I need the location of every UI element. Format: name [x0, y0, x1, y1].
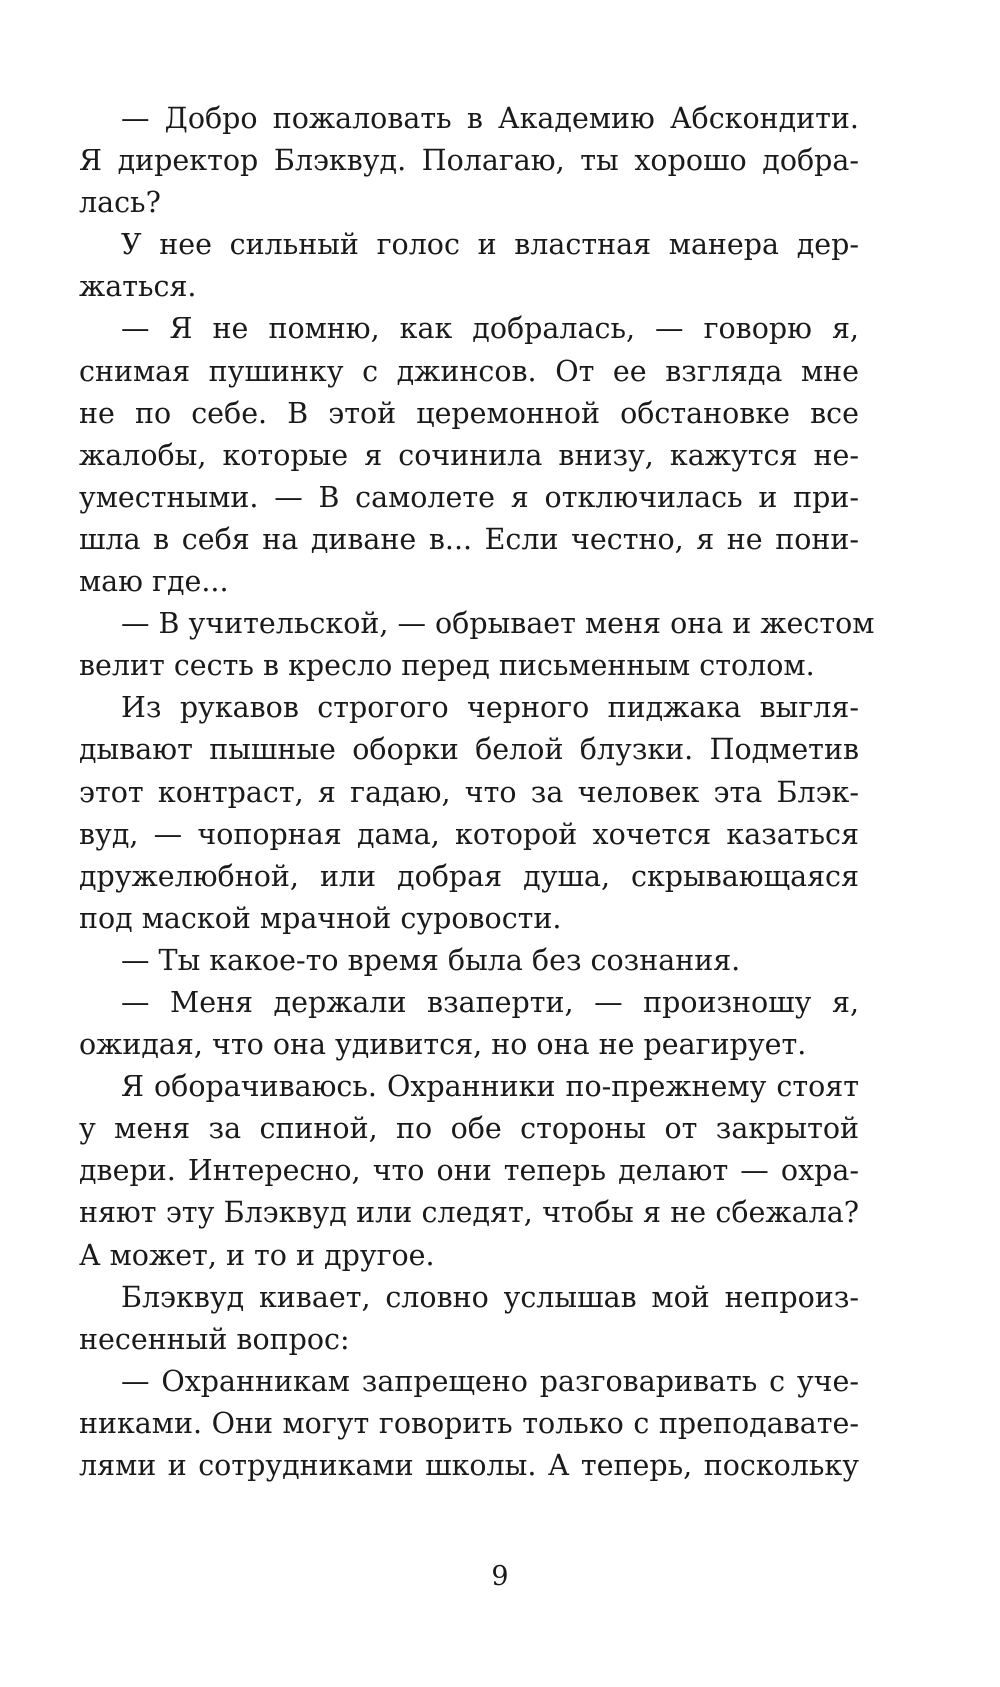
text-line: Я оборачиваюсь. Охранники по-прежнему стоят — [121, 1070, 859, 1104]
paragraph — [79, 687, 859, 940]
text-line: жаться. — [79, 270, 197, 304]
text-line: несенный вопрос: — [79, 1322, 350, 1356]
text-line: снимая пушинку с джинсов. От ее взгляда мне — [79, 354, 859, 388]
text-line: А может, и то и другое. — [79, 1238, 435, 1272]
text-line: ожидая, что она удивится, но она не реагирует. — [79, 1028, 807, 1062]
text-line: вуд, — чопорная дама, которой хочется казаться — [79, 817, 859, 851]
paragraph — [79, 982, 859, 1066]
text-line: шла в себя на диване в... Если честно, я не пони- — [79, 522, 859, 556]
paragraph — [79, 1066, 859, 1276]
text-line: — Ты какое-то время была без сознания. — [121, 943, 741, 977]
paragraph — [79, 98, 859, 224]
paragraph — [79, 308, 859, 603]
text-line: Из рукавов строгого черного пиджака выгля- — [121, 691, 859, 725]
text-line: дывают пышные оборки белой блузки. Подметив — [79, 733, 859, 767]
text-line: Блэквуд кивает, словно услышав мой непроиз- — [121, 1280, 859, 1314]
text-line: дружелюбной, или добрая душа, скрывающаяся — [79, 859, 859, 893]
text-line: под маской мрачной суровости. — [79, 901, 562, 935]
text-line: няют эту Блэквуд или следят, чтобы я не сбежала? — [79, 1196, 859, 1230]
text-line: — В учительской, — обрывает меня она и жестом — [121, 607, 875, 641]
text-line: — Меня держали взаперти, — произношу я, — [121, 985, 859, 1019]
text-line: Я директор Блэквуд. Полагаю, ты хорошо добра- — [79, 144, 859, 178]
text-line: этот контраст, я гадаю, что за человек эта Блэк- — [79, 775, 859, 809]
text-line: уместными. — В самолете я отключилась и при- — [79, 480, 859, 514]
body-text — [79, 98, 875, 1487]
text-line: никами. Они могут говорить только с преподавате- — [79, 1406, 859, 1440]
text-line: — Добро пожаловать в Академию Абскондити. — [121, 102, 859, 135]
text-line: не по себе. В этой церемонной обстановке все — [79, 396, 859, 430]
text-line: велит сесть в кресло перед письменным столом. — [79, 649, 815, 683]
paragraph — [79, 603, 875, 687]
text-line: — Охранникам запрещено разговаривать с уче- — [121, 1364, 859, 1398]
text-line: жалобы, которые я сочинила внизу, кажутся не- — [79, 438, 859, 472]
text-line: лась? — [79, 186, 161, 220]
paragraph — [79, 224, 859, 308]
page-number: 9 — [491, 1561, 509, 1592]
text-line: у меня за спиной, по обе стороны от закрытой — [79, 1112, 859, 1146]
text-line: лями и сотрудниками школы. А теперь, поскольку — [79, 1449, 859, 1482]
paragraph — [79, 940, 859, 982]
text-line: двери. Интересно, что они теперь делают — охра- — [79, 1154, 859, 1188]
text-line: — Я не помню, как добралась, — говорю я, — [121, 312, 859, 346]
paragraph — [79, 1277, 859, 1361]
text-line: У нее сильный голос и властная манера дер- — [121, 228, 859, 262]
paragraph — [79, 1361, 859, 1487]
text-line: маю где... — [79, 565, 229, 599]
